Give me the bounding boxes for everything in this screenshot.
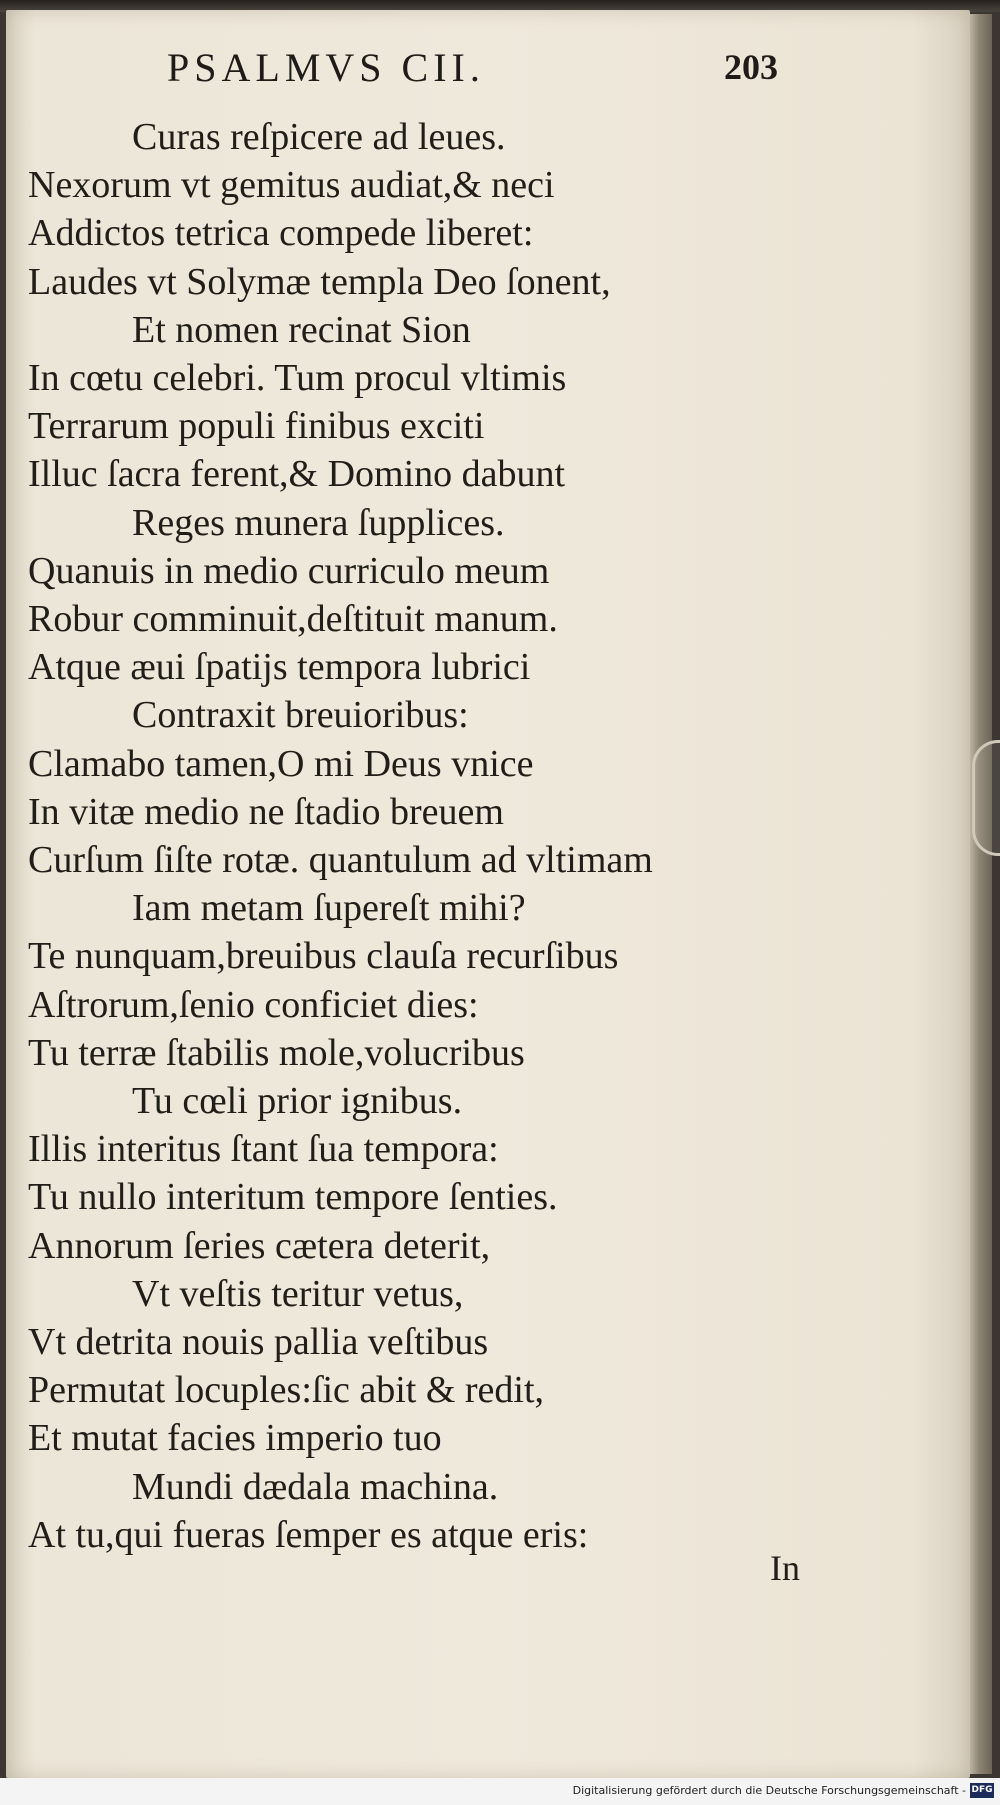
verse-line-indented: Contraxit breuioribus: (132, 694, 469, 737)
catchword: In (770, 1548, 800, 1588)
page-edge (970, 14, 992, 1774)
verse-line: Clamabo tamen,O mi Deus vnice (28, 742, 534, 785)
verse-line: Tu nullo interitum tempore ſenties. (28, 1176, 558, 1219)
verse-line: Illis interitus ſtant ſua tempora: (28, 1128, 499, 1171)
verse-line-indented: Iam metam ſupereſt mihi? (132, 887, 526, 930)
verse-line-indented: Mundi dædala machina. (132, 1465, 499, 1508)
verse-line-indented: Tu cœli prior ignibus. (132, 1080, 463, 1122)
verse-line: Atque æui ſpatijs tempora lubrici (28, 646, 531, 689)
verse-line: Te nunquam,breuibus clauſa recurſibus (28, 935, 619, 978)
verse-line: In cœtu celebri. Tum procul vltimis (28, 357, 567, 399)
clasp-mark (972, 740, 1000, 856)
verse-line: At tu,qui fueras ſemper es atque eris: (28, 1513, 589, 1556)
verse-line-indented: Et nomen recinat Sion (132, 308, 471, 351)
verse-line-indented: Reges munera ſupplices. (132, 501, 505, 544)
page-number: 203 (724, 47, 778, 87)
page-header (0, 44, 970, 100)
verse-line: Nexorum vt gemitus audiat,& neci (28, 164, 555, 207)
verse-line: Terrarum populi finibus exciti (28, 405, 485, 448)
verse-line: Illuc ſacra ferent,& Domino dabunt (28, 453, 566, 496)
verse-line: Permutat locuples:ſic abit & redit, (28, 1369, 545, 1412)
verse-line: Quanuis in medio curriculo meum (28, 549, 550, 592)
verse-line: Annorum ſeries cætera deterit, (28, 1224, 491, 1267)
verse-line: Robur comminuit,deſtituit manum. (28, 598, 558, 640)
verse-line: Laudes vt Solymæ templa Deo ſonent, (28, 260, 611, 303)
verse-line: Vt detrita nouis pallia veſtibus (28, 1321, 489, 1363)
verse-line: Tu terræ ſtabilis mole,volucribus (28, 1031, 525, 1074)
running-head: PSALMVS CII. (167, 45, 485, 90)
verse-line-indented: Curas reſpicere ad leues. (132, 116, 506, 158)
funding-credit: Digitalisierung gefördert durch die Deutsche Forschungsgemeinschaft - (572, 1784, 966, 1797)
credit-bar (0, 1778, 1000, 1805)
verse-line: Et mutat facies imperio tuo (28, 1417, 442, 1460)
verse-line: In vitæ medio ne ſtadio breuem (28, 790, 504, 833)
dfg-logo-icon: DFG (970, 1783, 994, 1798)
verse-line: Addictos tetrica compede liberet: (28, 212, 534, 255)
verse-line: Curſum ſiſte rotæ. quantulum ad vltimam (28, 839, 653, 881)
verse-line-indented: Vt veſtis teritur vetus, (132, 1272, 464, 1315)
verse-line: Aſtrorum,ſenio conficiet dies: (28, 983, 479, 1026)
